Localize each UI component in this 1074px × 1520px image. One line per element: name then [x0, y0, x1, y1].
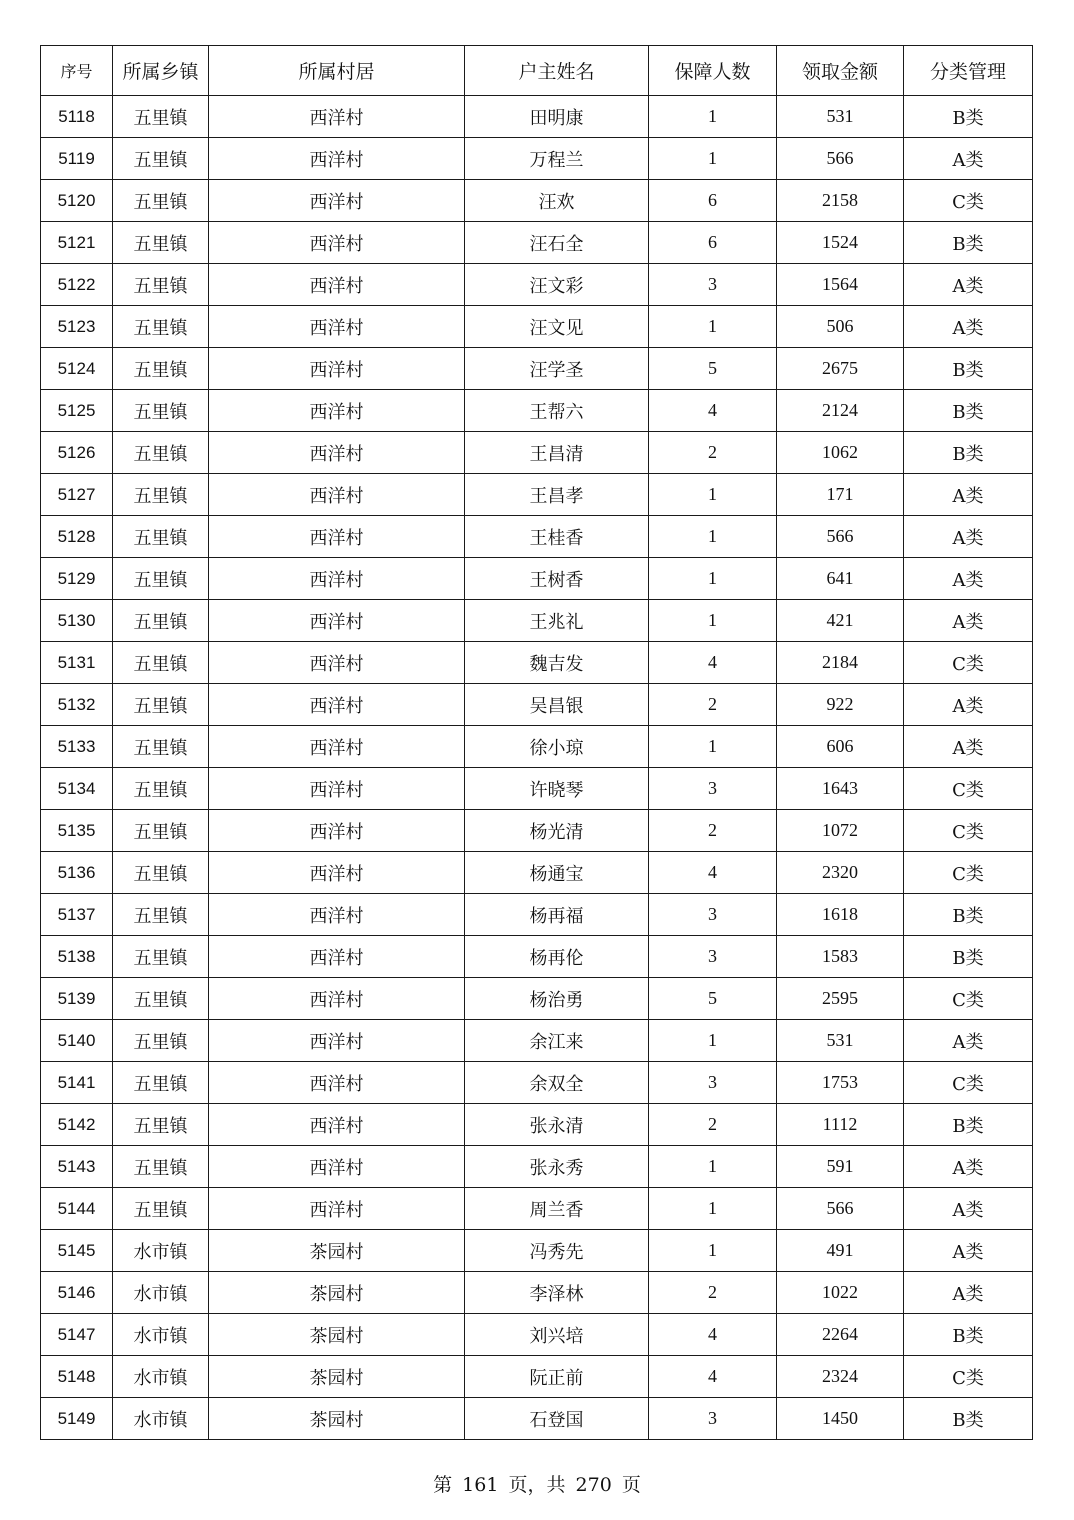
amount-cell: 922: [777, 684, 904, 726]
serial-number-cell: 5135: [41, 810, 113, 852]
serial-number-cell: 5138: [41, 936, 113, 978]
serial-number-cell: 5122: [41, 264, 113, 306]
table-row: [41, 894, 1033, 936]
amount-cell: 531: [777, 96, 904, 138]
table-row: [41, 1356, 1033, 1398]
amount-cell: 1022: [777, 1272, 904, 1314]
serial-number-cell: 5140: [41, 1020, 113, 1062]
covered-persons-cell: 3: [649, 264, 777, 306]
village-cell: 茶园村: [209, 1314, 465, 1356]
village-cell: 西洋村: [209, 348, 465, 390]
householder-name-cell: 冯秀先: [465, 1230, 649, 1272]
covered-persons-cell: 6: [649, 222, 777, 264]
serial-number-cell: 5146: [41, 1272, 113, 1314]
amount-cell: 566: [777, 138, 904, 180]
table-row: [41, 306, 1033, 348]
header-householder-name: 户主姓名: [465, 46, 649, 96]
amount-cell: 2675: [777, 348, 904, 390]
township-cell: 五里镇: [113, 390, 209, 432]
village-cell: 茶园村: [209, 1398, 465, 1440]
serial-number-cell: 5148: [41, 1356, 113, 1398]
serial-number-cell: 5137: [41, 894, 113, 936]
amount-cell: 506: [777, 306, 904, 348]
serial-number-cell: 5125: [41, 390, 113, 432]
table-row: [41, 516, 1033, 558]
amount-cell: 1450: [777, 1398, 904, 1440]
covered-persons-cell: 1: [649, 96, 777, 138]
serial-number-cell: 5149: [41, 1398, 113, 1440]
serial-number-cell: 5132: [41, 684, 113, 726]
category-cell: C类: [904, 768, 1033, 810]
covered-persons-cell: 1: [649, 306, 777, 348]
page-number-footer: 第 161 页，共 270 页: [433, 1474, 641, 1496]
covered-persons-cell: 1: [649, 1188, 777, 1230]
covered-persons-cell: 1: [649, 1230, 777, 1272]
householder-name-cell: 李泽林: [465, 1272, 649, 1314]
serial-number-cell: 5119: [41, 138, 113, 180]
category-cell: B类: [904, 348, 1033, 390]
householder-name-cell: 王树香: [465, 558, 649, 600]
covered-persons-cell: 1: [649, 516, 777, 558]
category-cell: B类: [904, 936, 1033, 978]
township-cell: 五里镇: [113, 1020, 209, 1062]
householder-name-cell: 吴昌银: [465, 684, 649, 726]
township-cell: 水市镇: [113, 1398, 209, 1440]
householder-name-cell: 田明康: [465, 96, 649, 138]
amount-cell: 1112: [777, 1104, 904, 1146]
amount-cell: 1643: [777, 768, 904, 810]
serial-number-cell: 5133: [41, 726, 113, 768]
township-cell: 五里镇: [113, 1104, 209, 1146]
table-row: [41, 264, 1033, 306]
householder-name-cell: 王昌孝: [465, 474, 649, 516]
covered-persons-cell: 3: [649, 1062, 777, 1104]
serial-number-cell: 5141: [41, 1062, 113, 1104]
village-cell: 西洋村: [209, 180, 465, 222]
householder-name-cell: 刘兴培: [465, 1314, 649, 1356]
village-cell: 西洋村: [209, 936, 465, 978]
serial-number-cell: 5120: [41, 180, 113, 222]
village-cell: 西洋村: [209, 1188, 465, 1230]
covered-persons-cell: 2: [649, 684, 777, 726]
village-cell: 西洋村: [209, 516, 465, 558]
category-cell: B类: [904, 1104, 1033, 1146]
village-cell: 西洋村: [209, 474, 465, 516]
covered-persons-cell: 4: [649, 852, 777, 894]
table-row: [41, 474, 1033, 516]
amount-cell: 1583: [777, 936, 904, 978]
amount-cell: 566: [777, 1188, 904, 1230]
category-cell: B类: [904, 96, 1033, 138]
category-cell: C类: [904, 852, 1033, 894]
township-cell: 五里镇: [113, 852, 209, 894]
table-row: [41, 96, 1033, 138]
amount-cell: 2324: [777, 1356, 904, 1398]
township-cell: 五里镇: [113, 642, 209, 684]
village-cell: 西洋村: [209, 264, 465, 306]
householder-name-cell: 张永秀: [465, 1146, 649, 1188]
beneficiary-table: [40, 45, 1033, 1440]
township-cell: 五里镇: [113, 978, 209, 1020]
table-row: [41, 1314, 1033, 1356]
householder-name-cell: 徐小琼: [465, 726, 649, 768]
category-cell: A类: [904, 306, 1033, 348]
village-cell: 西洋村: [209, 978, 465, 1020]
covered-persons-cell: 3: [649, 894, 777, 936]
village-cell: 西洋村: [209, 684, 465, 726]
amount-cell: 641: [777, 558, 904, 600]
village-cell: 西洋村: [209, 768, 465, 810]
header-village: 所属村居: [209, 46, 465, 96]
township-cell: 五里镇: [113, 558, 209, 600]
householder-name-cell: 汪石全: [465, 222, 649, 264]
amount-cell: 566: [777, 516, 904, 558]
amount-cell: 2320: [777, 852, 904, 894]
covered-persons-cell: 1: [649, 726, 777, 768]
category-cell: C类: [904, 180, 1033, 222]
village-cell: 西洋村: [209, 1020, 465, 1062]
village-cell: 茶园村: [209, 1356, 465, 1398]
table-row: [41, 348, 1033, 390]
serial-number-cell: 5139: [41, 978, 113, 1020]
serial-number-cell: 5147: [41, 1314, 113, 1356]
category-cell: A类: [904, 1230, 1033, 1272]
serial-number-cell: 5126: [41, 432, 113, 474]
table-row: [41, 558, 1033, 600]
village-cell: 西洋村: [209, 726, 465, 768]
category-cell: A类: [904, 516, 1033, 558]
table-row: [41, 1272, 1033, 1314]
table-row: [41, 768, 1033, 810]
covered-persons-cell: 2: [649, 810, 777, 852]
serial-number-cell: 5131: [41, 642, 113, 684]
township-cell: 五里镇: [113, 138, 209, 180]
category-cell: B类: [904, 894, 1033, 936]
serial-number-cell: 5136: [41, 852, 113, 894]
table-row: [41, 684, 1033, 726]
householder-name-cell: 余双全: [465, 1062, 649, 1104]
township-cell: 五里镇: [113, 96, 209, 138]
village-cell: 西洋村: [209, 306, 465, 348]
amount-cell: 531: [777, 1020, 904, 1062]
householder-name-cell: 杨再福: [465, 894, 649, 936]
village-cell: 西洋村: [209, 138, 465, 180]
village-cell: 茶园村: [209, 1230, 465, 1272]
householder-name-cell: 万程兰: [465, 138, 649, 180]
householder-name-cell: 杨通宝: [465, 852, 649, 894]
householder-name-cell: 杨再伦: [465, 936, 649, 978]
village-cell: 西洋村: [209, 852, 465, 894]
serial-number-cell: 5127: [41, 474, 113, 516]
covered-persons-cell: 2: [649, 1104, 777, 1146]
township-cell: 水市镇: [113, 1314, 209, 1356]
table-row: [41, 810, 1033, 852]
table-row: [41, 642, 1033, 684]
covered-persons-cell: 4: [649, 390, 777, 432]
village-cell: 茶园村: [209, 1272, 465, 1314]
covered-persons-cell: 1: [649, 138, 777, 180]
table-row: [41, 1398, 1033, 1440]
table-row: [41, 978, 1033, 1020]
category-cell: B类: [904, 432, 1033, 474]
covered-persons-cell: 4: [649, 1356, 777, 1398]
householder-name-cell: 杨光清: [465, 810, 649, 852]
township-cell: 五里镇: [113, 432, 209, 474]
table-row: [41, 222, 1033, 264]
serial-number-cell: 5118: [41, 96, 113, 138]
serial-number-cell: 5142: [41, 1104, 113, 1146]
table-row: [41, 180, 1033, 222]
amount-cell: 1753: [777, 1062, 904, 1104]
serial-number-cell: 5134: [41, 768, 113, 810]
amount-cell: 1524: [777, 222, 904, 264]
header-serial-number: 序号: [41, 46, 113, 96]
table-row: [41, 1062, 1033, 1104]
amount-cell: 591: [777, 1146, 904, 1188]
header-amount: 领取金额: [777, 46, 904, 96]
covered-persons-cell: 1: [649, 1020, 777, 1062]
covered-persons-cell: 5: [649, 978, 777, 1020]
table-row: [41, 138, 1033, 180]
householder-name-cell: 王桂香: [465, 516, 649, 558]
township-cell: 五里镇: [113, 264, 209, 306]
covered-persons-cell: 4: [649, 1314, 777, 1356]
amount-cell: 2595: [777, 978, 904, 1020]
township-cell: 五里镇: [113, 684, 209, 726]
township-cell: 五里镇: [113, 348, 209, 390]
covered-persons-cell: 2: [649, 1272, 777, 1314]
serial-number-cell: 5123: [41, 306, 113, 348]
amount-cell: 1062: [777, 432, 904, 474]
householder-name-cell: 汪欢: [465, 180, 649, 222]
township-cell: 水市镇: [113, 1356, 209, 1398]
householder-name-cell: 许晓琴: [465, 768, 649, 810]
table-body: [41, 96, 1033, 1440]
township-cell: 水市镇: [113, 1230, 209, 1272]
covered-persons-cell: 2: [649, 432, 777, 474]
township-cell: 五里镇: [113, 894, 209, 936]
householder-name-cell: 汪文彩: [465, 264, 649, 306]
table-row: [41, 1104, 1033, 1146]
covered-persons-cell: 1: [649, 558, 777, 600]
amount-cell: 171: [777, 474, 904, 516]
householder-name-cell: 汪文见: [465, 306, 649, 348]
amount-cell: 2264: [777, 1314, 904, 1356]
category-cell: A类: [904, 558, 1033, 600]
table-row: [41, 432, 1033, 474]
category-cell: A类: [904, 726, 1033, 768]
amount-cell: 2158: [777, 180, 904, 222]
township-cell: 五里镇: [113, 306, 209, 348]
householder-name-cell: 周兰香: [465, 1188, 649, 1230]
householder-name-cell: 余江来: [465, 1020, 649, 1062]
serial-number-cell: 5130: [41, 600, 113, 642]
township-cell: 五里镇: [113, 810, 209, 852]
covered-persons-cell: 1: [649, 474, 777, 516]
householder-name-cell: 王兆礼: [465, 600, 649, 642]
covered-persons-cell: 3: [649, 1398, 777, 1440]
township-cell: 五里镇: [113, 516, 209, 558]
category-cell: B类: [904, 390, 1033, 432]
category-cell: A类: [904, 1272, 1033, 1314]
amount-cell: 606: [777, 726, 904, 768]
covered-persons-cell: 3: [649, 768, 777, 810]
village-cell: 西洋村: [209, 810, 465, 852]
amount-cell: 2124: [777, 390, 904, 432]
category-cell: A类: [904, 264, 1033, 306]
householder-name-cell: 魏吉发: [465, 642, 649, 684]
table-row: [41, 1230, 1033, 1272]
village-cell: 西洋村: [209, 600, 465, 642]
serial-number-cell: 5121: [41, 222, 113, 264]
covered-persons-cell: 1: [649, 600, 777, 642]
village-cell: 西洋村: [209, 390, 465, 432]
township-cell: 五里镇: [113, 180, 209, 222]
serial-number-cell: 5143: [41, 1146, 113, 1188]
householder-name-cell: 王昌清: [465, 432, 649, 474]
amount-cell: 491: [777, 1230, 904, 1272]
header-category: 分类管理: [904, 46, 1033, 96]
table-row: [41, 726, 1033, 768]
amount-cell: 2184: [777, 642, 904, 684]
category-cell: B类: [904, 1314, 1033, 1356]
village-cell: 西洋村: [209, 558, 465, 600]
township-cell: 五里镇: [113, 600, 209, 642]
village-cell: 西洋村: [209, 1104, 465, 1146]
table-row: [41, 936, 1033, 978]
category-cell: C类: [904, 642, 1033, 684]
serial-number-cell: 5145: [41, 1230, 113, 1272]
table-header: [41, 46, 1033, 96]
category-cell: C类: [904, 978, 1033, 1020]
category-cell: A类: [904, 1146, 1033, 1188]
householder-name-cell: 王帮六: [465, 390, 649, 432]
householder-name-cell: 阮正前: [465, 1356, 649, 1398]
category-cell: A类: [904, 474, 1033, 516]
serial-number-cell: 5129: [41, 558, 113, 600]
householder-name-cell: 杨治勇: [465, 978, 649, 1020]
category-cell: C类: [904, 1356, 1033, 1398]
township-cell: 五里镇: [113, 768, 209, 810]
village-cell: 西洋村: [209, 1062, 465, 1104]
amount-cell: 421: [777, 600, 904, 642]
township-cell: 五里镇: [113, 726, 209, 768]
township-cell: 五里镇: [113, 474, 209, 516]
amount-cell: 1564: [777, 264, 904, 306]
category-cell: A类: [904, 684, 1033, 726]
township-cell: 水市镇: [113, 1272, 209, 1314]
header-covered-persons: 保障人数: [649, 46, 777, 96]
township-cell: 五里镇: [113, 1146, 209, 1188]
householder-name-cell: 张永清: [465, 1104, 649, 1146]
township-cell: 五里镇: [113, 222, 209, 264]
covered-persons-cell: 6: [649, 180, 777, 222]
covered-persons-cell: 5: [649, 348, 777, 390]
village-cell: 西洋村: [209, 1146, 465, 1188]
header-township: 所属乡镇: [113, 46, 209, 96]
category-cell: A类: [904, 600, 1033, 642]
village-cell: 西洋村: [209, 96, 465, 138]
category-cell: A类: [904, 1188, 1033, 1230]
category-cell: A类: [904, 1020, 1033, 1062]
amount-cell: 1072: [777, 810, 904, 852]
serial-number-cell: 5124: [41, 348, 113, 390]
township-cell: 五里镇: [113, 1188, 209, 1230]
village-cell: 西洋村: [209, 222, 465, 264]
village-cell: 西洋村: [209, 432, 465, 474]
amount-cell: 1618: [777, 894, 904, 936]
township-cell: 五里镇: [113, 936, 209, 978]
village-cell: 西洋村: [209, 642, 465, 684]
householder-name-cell: 石登国: [465, 1398, 649, 1440]
serial-number-cell: 5128: [41, 516, 113, 558]
covered-persons-cell: 4: [649, 642, 777, 684]
township-cell: 五里镇: [113, 1062, 209, 1104]
table-row: [41, 852, 1033, 894]
table-row: [41, 390, 1033, 432]
householder-name-cell: 汪学圣: [465, 348, 649, 390]
village-cell: 西洋村: [209, 894, 465, 936]
category-cell: B类: [904, 1398, 1033, 1440]
category-cell: A类: [904, 138, 1033, 180]
table-row: [41, 600, 1033, 642]
covered-persons-cell: 1: [649, 1146, 777, 1188]
serial-number-cell: 5144: [41, 1188, 113, 1230]
covered-persons-cell: 3: [649, 936, 777, 978]
table-row: [41, 1146, 1033, 1188]
category-cell: C类: [904, 810, 1033, 852]
table-row: [41, 1020, 1033, 1062]
table-row: [41, 1188, 1033, 1230]
header-row: [41, 46, 1033, 96]
category-cell: C类: [904, 1062, 1033, 1104]
category-cell: B类: [904, 222, 1033, 264]
